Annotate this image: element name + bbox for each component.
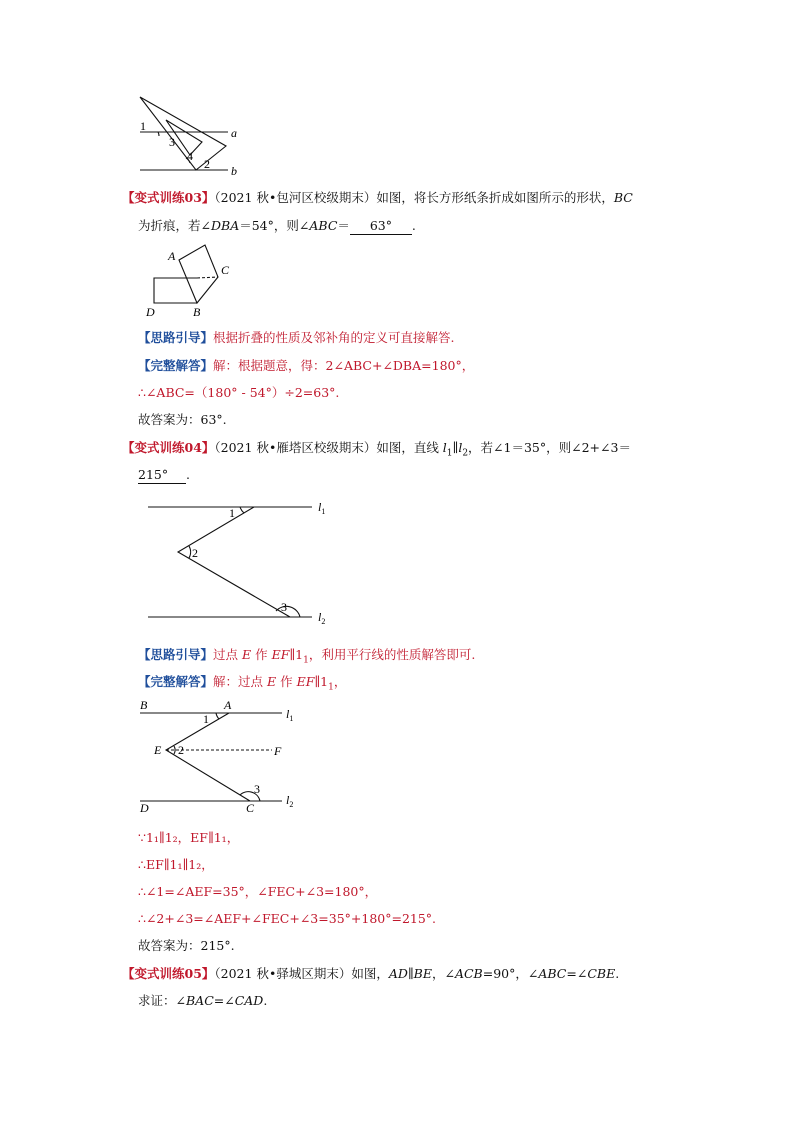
- problem-04-solution-ef: EF: [296, 674, 315, 689]
- fig-solution-label-e: E: [154, 743, 162, 757]
- problem-03-answer: 63°: [350, 218, 412, 235]
- problem-05-heading: [122, 966, 619, 982]
- fig1-label-1: 1: [140, 119, 146, 133]
- problem-04-step-4: ∴∠2+∠3=∠AEF+∠FEC+∠3=35°+180°=215°.: [138, 911, 437, 926]
- fig-solution-label-l2: $l_2$: [286, 793, 294, 809]
- problem-04-answer: 215°: [138, 467, 186, 484]
- fig-parallel-angle-3: 3: [281, 600, 287, 614]
- fig-solution-label-b: B: [140, 698, 148, 712]
- problem-05-text-4: .: [615, 966, 620, 981]
- problem-04-tag: 【变式训练04】: [122, 440, 215, 455]
- problem-04-solution-sub: 1: [328, 682, 334, 693]
- fig-solution-label-a: A: [224, 698, 232, 712]
- problem-04-step-2: ∴EF∥1₁∥1₂，: [138, 857, 214, 872]
- problem-05-text-1: ，∠: [431, 966, 455, 981]
- problem-04-hint-par: ∥1: [289, 647, 304, 662]
- problem-04-hint-pre: 过点: [213, 647, 242, 662]
- problem-04-hint-e: E: [242, 647, 252, 662]
- problem-04-hint-ef: EF: [271, 647, 290, 662]
- problem-04-solution-tag: 【完整解答】: [138, 674, 214, 689]
- problem-03-hint-tag: 【思路引导】: [138, 330, 214, 345]
- problem-03-tag: 【变式训练03】: [122, 190, 215, 205]
- problem-04-source: （2021 秋•雁塔区校级期末）如图，直线: [214, 440, 443, 455]
- problem-04-solution-pre: 解：过点: [213, 674, 267, 689]
- problem-05-be: BE: [413, 966, 432, 981]
- problem-03-step-2: ∴∠ABC=（180° - 54°）÷2=63°.: [138, 385, 340, 400]
- problem-04-hint-post: ，利用平行线的性质解答即可.: [308, 647, 476, 662]
- problem-05-parallel: ∥: [407, 966, 414, 981]
- problem-05-source: （2021 秋•驿城区期末）如图，: [214, 966, 389, 981]
- fig1-label-a: a: [231, 126, 237, 140]
- problem-03-bc: BC: [613, 190, 633, 205]
- problem-05-prove-pre: 求证：∠: [138, 993, 186, 1008]
- problem-03-text-c: ＝: [337, 218, 350, 233]
- problem-03-hint-text: 根据折叠的性质及邻补角的定义可直接解答.: [213, 330, 455, 345]
- problem-03-solution-tag: 【完整解答】: [138, 358, 214, 373]
- problem-04-condition: ，若∠1＝35°，则∠2+∠3＝: [468, 440, 631, 455]
- problem-04-solution-mid: 作: [276, 674, 297, 689]
- problem-03-text-a: 为折痕，若∠: [138, 218, 211, 233]
- fig1-label-b: b: [231, 164, 237, 178]
- fig-solution-label-c: C: [246, 801, 255, 815]
- problem-04-hint-tag: 【思路引导】: [138, 647, 214, 662]
- problem-03-abc: ABC: [309, 218, 338, 233]
- problem-05-text-2: =90°，∠: [482, 966, 539, 981]
- problem-05-cad: CAD: [234, 993, 264, 1008]
- problem-04-sub1: 1: [446, 448, 453, 459]
- problem-04-l1: l: [442, 440, 447, 455]
- problem-04-sub2: 2: [462, 448, 469, 459]
- fig-solution-label-d: D: [140, 801, 149, 815]
- problem-03-final: 故答案为：63°.: [138, 412, 227, 427]
- problem-05-prove-mid: =∠: [213, 993, 235, 1008]
- problem-04-parallel: ∥: [452, 440, 459, 455]
- fig-solution-angle-2: 2: [178, 743, 184, 757]
- problem-03-source: （2021 秋•包河区校级期末）如图，将长方形纸条折成如图所示的形状，: [214, 190, 614, 205]
- fig1-label-3: 3: [169, 135, 175, 149]
- problem-04-final: 故答案为：215°.: [138, 938, 235, 953]
- problem-05-cbe: CBE: [587, 966, 616, 981]
- fig-parallel-label-l1: $l_1$: [318, 500, 326, 516]
- problem-03-solution-pre: 解：根据题意，得：: [213, 358, 326, 373]
- problem-03-solution-eq: 2∠ABC+∠DBA=180°，: [325, 358, 475, 373]
- problem-04-step-3: ∴∠1=∠AEF=35°，∠FEC+∠3=180°，: [138, 884, 378, 899]
- fig1-label-2: 2: [204, 157, 210, 171]
- fig-strip-label-d: D: [146, 305, 155, 319]
- problem-03-dba: DBA: [210, 218, 240, 233]
- problem-04-hint-mid: 作: [251, 647, 272, 662]
- problem-03-period: .: [411, 218, 416, 233]
- fig-strip-label-c: C: [221, 263, 230, 277]
- problem-05-text-3: =∠: [566, 966, 588, 981]
- problem-05-tag: 【变式训练05】: [122, 966, 215, 981]
- problem-05-prove: [138, 993, 267, 1009]
- fig-strip-label-a: A: [168, 249, 176, 263]
- problem-04-solution-post: ，: [333, 674, 347, 689]
- problem-05-acb: ACB: [454, 966, 483, 981]
- fig-parallel-angle-1: 1: [229, 506, 235, 520]
- problem-04-solution-par: ∥1: [314, 674, 329, 689]
- problem-04-step-1: ∵1₁∥1₂，EF∥1₁，: [138, 830, 240, 845]
- problem-03-text-b: ＝54°，则∠: [239, 218, 310, 233]
- fig-solution-angle-1: 1: [203, 712, 209, 726]
- fig-solution-label-l1: $l_1$: [286, 707, 294, 723]
- problem-04-l2: l: [458, 440, 463, 455]
- problem-05-abc: ABC: [538, 966, 567, 981]
- problem-04-period: .: [186, 467, 190, 482]
- problem-04-hint-sub: 1: [303, 655, 309, 666]
- fig1-label-4: 4: [187, 149, 193, 163]
- problem-04-solution-e: E: [267, 674, 277, 689]
- problem-05-bac: BAC: [185, 993, 214, 1008]
- problem-05-prove-end: .: [263, 993, 268, 1008]
- fig-parallel-label-l2: $l_2$: [318, 610, 326, 626]
- problem-05-ad: AD: [388, 966, 408, 981]
- fig-strip-label-b: B: [193, 305, 201, 319]
- fig-solution-label-f: F: [274, 744, 282, 758]
- fig-solution-angle-3: 3: [254, 782, 260, 796]
- fig-parallel-angle-2: 2: [192, 546, 198, 560]
